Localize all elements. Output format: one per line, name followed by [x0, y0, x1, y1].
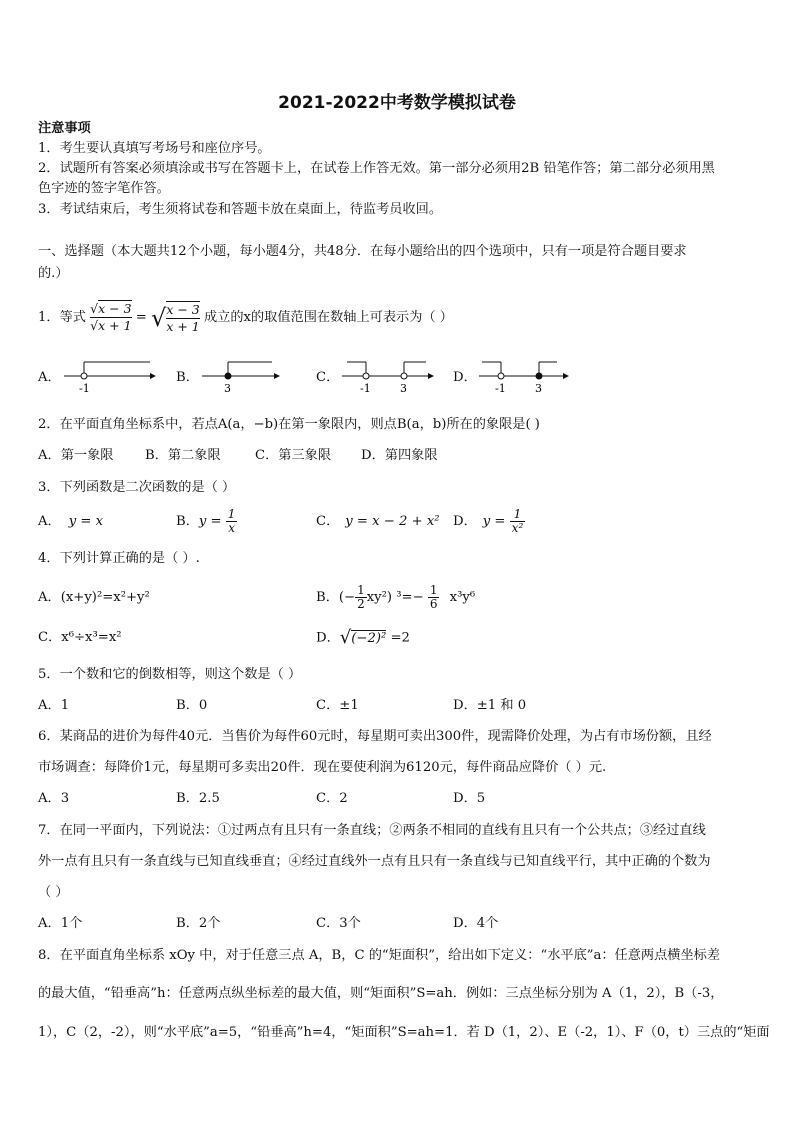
notice-item: 1．考生要认真填写考场号和座位序号。 — [38, 141, 271, 156]
notice-item: 3．考试结束后，考生须将试卷和答题卡放在桌面上，待监考员收回。 — [38, 202, 443, 217]
q3-option-c: C． y = x − 2 + x² — [316, 514, 440, 529]
q1-equals: = — [135, 310, 147, 325]
notice-heading: 注意事项 — [38, 121, 91, 136]
q3-option-d: D． y = $\frac{1}{\text{x²}}$ — [453, 507, 524, 535]
question-8-cont: 1），C（2，-2），则“水平底”a=5，“铅垂高”h=4，“矩面积”S=ah=1．若 D（1，2）、E（-2，1）、F（0，t）三点的“矩面 — [38, 1025, 770, 1040]
question-6: 6．某商品的进价为每件40元．当售价为每件60元时，每星期可卖出300件，现需降价处理，为占有市场份额，且经 — [38, 729, 712, 744]
q1-option-a-numberline — [62, 356, 157, 396]
q7-option-b: B．2个 — [176, 916, 221, 931]
question-7-cont: 外一点有且只有一条直线与已知直线垂直；④经过直线外一点有且只有一条直线与已知直线平行，其中正确的个数为 — [38, 854, 711, 869]
q1-rhs-fraction: √ $\frac{x - 3}{x + 1}$ — [151, 301, 200, 334]
q4-option-c: C．x⁶÷x³=x² — [38, 630, 122, 645]
q6-option-b: B．2.5 — [176, 791, 220, 806]
q5-option-b: B．0 — [176, 698, 208, 713]
q1-option-a-label: A． — [38, 370, 61, 385]
q1-option-c-numberline — [340, 356, 436, 396]
question-7-cont: （ ） — [38, 885, 69, 900]
q4-option-d: D．√(−2)² =2 — [316, 627, 410, 648]
q1-a-tick: -1 — [79, 382, 90, 395]
q3-option-a: A． y = x — [38, 514, 104, 529]
section-heading-cont: 的.） — [38, 266, 69, 281]
q1-option-d-label: D． — [453, 370, 477, 385]
question-3: 3．下列函数是二次函数的是（ ） — [38, 480, 236, 495]
q4-option-b: B．(− $\frac{1}{2}$ xy²) ³=− $\frac{1}{6}$ x³y⁶ — [316, 583, 476, 611]
question-7: 7．在同一平面内，下列说法：①过两点有且只有一条直线；②两条不相同的直线有且只有一个公共点；③经过直线 — [38, 823, 706, 838]
q1-suffix: 成立的x的取值范围在数轴上可表示为（ ） — [203, 310, 453, 325]
question-2: 2．在平面直角坐标系中，若点A(a，−b)在第一象限内，则点B(a，b)所在的象限是( ) — [38, 417, 540, 432]
question-4: 4．下列计算正确的是（ ）. — [38, 551, 200, 566]
q5-option-c: C．±1 — [316, 698, 359, 713]
q1-c-tick: 3 — [400, 382, 407, 395]
question-8: 8．在平面直角坐标系 xOy 中，对于任意三点 A，B，C 的“矩面积”，给出如下定义：“水平底”a：任意两点横坐标差 — [38, 948, 721, 963]
q5-option-d: D．±1 和 0 — [453, 698, 527, 713]
q1-option-b-label: B． — [176, 370, 199, 385]
q1-b-tick: 3 — [224, 382, 231, 395]
q5-option-a: A．1 — [38, 698, 70, 713]
q1-lhs-fraction: $\frac{√x - 3}{√x + 1}$ — [90, 301, 132, 333]
q7-option-c: C．3个 — [316, 916, 361, 931]
question-5: 5．一个数和它的倒数相等，则这个数是（ ） — [38, 667, 302, 682]
q6-option-a: A．3 — [38, 791, 70, 806]
q1-prefix: 1．等式 — [38, 310, 86, 325]
q3-option-b: B．y = $\frac{1}{x}$ — [176, 507, 236, 535]
q1-option-d-numberline — [477, 356, 572, 396]
q2-option-b: B．第二象限 — [145, 448, 221, 463]
question-8-cont: 的最大值，“铅垂高”h：任意两点纵坐标差的最大值，则“矩面积”S=ah．例如：三点坐标分别为 A（1，2），B（-3， — [38, 986, 724, 1001]
page-title: 2021-2022中考数学模拟试卷 — [278, 93, 516, 113]
q7-option-a: A．1个 — [38, 916, 83, 931]
q1-option-b-numberline — [200, 356, 280, 396]
section-heading: 一、选择题（本大题共12个小题，每小题4分，共48分．在每小题给出的四个选项中，只有一项是符合题目要求 — [38, 244, 687, 259]
q1-c-tick: -1 — [360, 382, 371, 395]
q1-d-tick: 3 — [535, 382, 542, 395]
q6-option-c: C．2 — [316, 791, 348, 806]
q2-option-c: C．第三象限 — [255, 448, 332, 463]
q2-option-a: A．第一象限 — [38, 448, 114, 463]
q7-option-d: D．4个 — [453, 916, 499, 931]
q6-option-d: D．5 — [453, 791, 486, 806]
q1-option-c-label: C． — [316, 370, 340, 385]
q4-option-a: A．(x+y)²=x²+y² — [38, 590, 150, 605]
notice-item: 2．试题所有答案必须填涂或书写在答题卡上，在试卷上作答无效。第一部分必须用2B 铅笔作答；第二部分必须用黑 — [38, 161, 715, 176]
notice-item: 色字迹的签字笔作答。 — [38, 181, 170, 196]
question-6-cont: 市场调查：每降价1元，每星期可多卖出20件．现在要使利润为6120元，每件商品应降价（ ）元. — [38, 760, 607, 775]
q1-d-tick: -1 — [495, 382, 506, 395]
question-1 — [38, 298, 760, 338]
q2-option-d: D．第四象限 — [361, 448, 438, 463]
